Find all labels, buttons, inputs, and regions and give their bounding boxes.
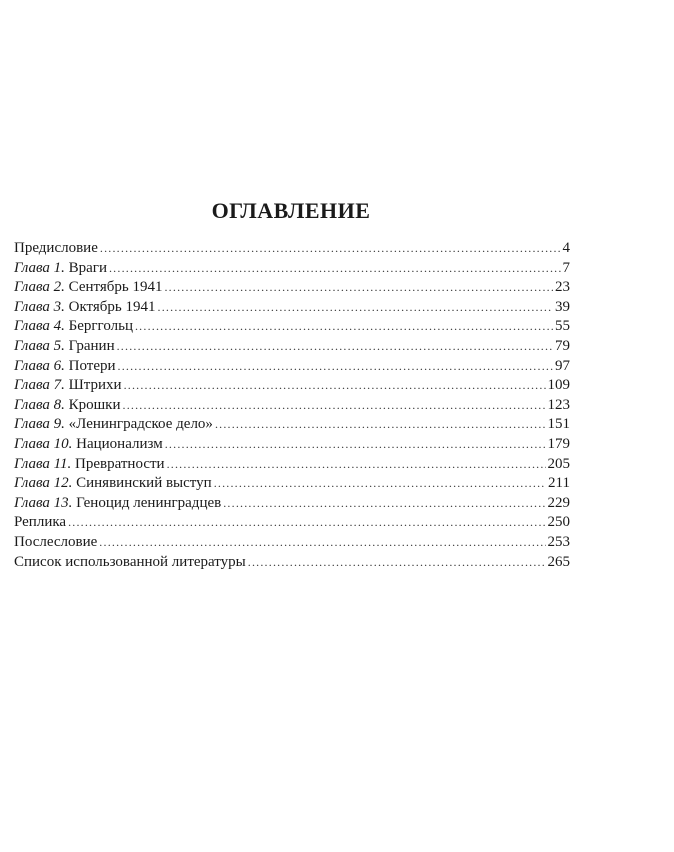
dot-leader: [109, 259, 561, 279]
toc-entry[interactable]: [14, 239, 570, 259]
toc-entry-title: Враги: [68, 259, 107, 276]
toc-entry[interactable]: [14, 415, 570, 435]
toc-chapter-number: Глава 8.: [14, 396, 65, 413]
toc-entry[interactable]: [14, 553, 570, 573]
toc-page-number: 123: [547, 396, 570, 413]
dot-leader: [100, 239, 561, 259]
toc-entry-title: Потери: [68, 357, 116, 374]
toc-chapter-number: Глава 9.: [14, 416, 65, 433]
toc-chapter-number: Глава 10.: [14, 435, 73, 452]
dot-leader: [124, 376, 546, 396]
toc-entry-label: [14, 357, 116, 377]
toc-entry-label: [14, 553, 246, 573]
dot-leader: [214, 474, 546, 494]
toc-chapter-number: Глава 6.: [14, 357, 65, 374]
toc-entry-title: Список использованной литературы: [14, 553, 246, 570]
toc-page-number: 205: [547, 455, 570, 472]
toc-entry-label: [14, 415, 213, 435]
toc-entry-title: Синявинский выступ: [76, 475, 212, 492]
toc-entry-title: Штрихи: [68, 377, 122, 394]
toc-chapter-number: Глава 1.: [14, 259, 65, 276]
toc-entry-label: [14, 337, 115, 357]
toc-entry-label: [14, 513, 66, 533]
toc-entry-title: Реплика: [14, 514, 67, 531]
toc-entry[interactable]: [14, 259, 570, 279]
toc-entry-title: Предисловие: [14, 240, 98, 256]
dot-leader: [165, 435, 546, 455]
toc-entry[interactable]: [14, 513, 570, 533]
toc-page-number: 211: [548, 475, 570, 492]
toc-page-number: 151: [547, 416, 570, 433]
toc-page-number: 7: [562, 259, 570, 276]
toc-entry[interactable]: [14, 474, 570, 494]
toc-entry-title: Послесловие: [14, 533, 98, 550]
toc-entry-label: [14, 396, 121, 416]
toc-entry-label: [14, 376, 122, 396]
toc-entry[interactable]: [14, 337, 570, 357]
toc-entry-label: [14, 298, 156, 318]
toc-entry[interactable]: [14, 357, 570, 377]
toc-entry-title: Октябрь 1941: [68, 298, 156, 315]
toc-entry-title: «Ленинградское дело»: [68, 416, 213, 433]
toc-entry[interactable]: [14, 435, 570, 455]
dot-leader: [118, 357, 554, 377]
toc-entry-label: [14, 317, 133, 337]
toc-entry[interactable]: [14, 317, 570, 337]
toc-entry-label: [14, 455, 165, 475]
dot-leader: [248, 553, 546, 573]
toc-chapter-number: Глава 13.: [14, 494, 73, 511]
toc-entry-label: [14, 474, 212, 494]
toc-chapter-number: Глава 2.: [14, 279, 65, 296]
dot-leader: [164, 278, 553, 298]
toc-chapter-number: Глава 11.: [14, 455, 72, 472]
toc-entry-label: [14, 494, 221, 514]
dot-leader: [99, 533, 545, 553]
dot-leader: [117, 337, 553, 357]
dot-leader: [223, 494, 545, 514]
toc-entry-label: [14, 278, 162, 298]
toc-entry[interactable]: [14, 396, 570, 416]
dot-leader: [135, 317, 553, 337]
toc-page-number: 250: [547, 514, 570, 531]
toc-chapter-number: Глава 12.: [14, 475, 73, 492]
toc-chapter-number: Глава 5.: [14, 337, 65, 354]
toc-page-number: 253: [547, 533, 570, 550]
toc-entry-label: [14, 435, 163, 455]
toc-entry-label: [14, 239, 98, 259]
toc-page-number: 23: [555, 279, 570, 296]
toc-entry-title: Национализм: [76, 435, 163, 452]
table-of-contents: [14, 239, 570, 572]
toc-entry-title: Берггольц: [68, 318, 133, 335]
toc-entry[interactable]: [14, 494, 570, 514]
dot-leader: [167, 455, 546, 475]
dot-leader: [68, 513, 545, 533]
toc-entry[interactable]: [14, 376, 570, 396]
toc-chapter-number: Глава 7.: [14, 377, 65, 394]
toc-entry-title: Превратности: [75, 455, 165, 472]
page-title: ОГЛАВЛЕНИЕ: [211, 198, 371, 223]
toc-page-number: 229: [547, 494, 570, 511]
toc-page-number: 265: [547, 553, 570, 570]
toc-entry[interactable]: [14, 278, 570, 298]
toc-entry-label: [14, 259, 107, 279]
toc-page-number: 4: [562, 240, 570, 256]
toc-page-number: 97: [555, 357, 570, 374]
toc-entry[interactable]: [14, 455, 570, 475]
dot-leader: [158, 298, 553, 318]
toc-entry-title: Геноцид ленинградцев: [76, 494, 222, 511]
toc-page-number: 39: [555, 298, 570, 315]
dot-leader: [215, 415, 546, 435]
toc-chapter-number: Глава 3.: [14, 298, 65, 315]
toc-entry[interactable]: [14, 533, 570, 553]
toc-page-number: 179: [547, 435, 570, 452]
toc-page-number: 79: [555, 337, 570, 354]
dot-leader: [123, 396, 546, 416]
toc-page-number: 55: [555, 318, 570, 335]
toc-entry-title: Гранин: [68, 337, 115, 354]
toc-entry[interactable]: [14, 298, 570, 318]
toc-chapter-number: Глава 4.: [14, 318, 65, 335]
toc-entry-title: Сентябрь 1941: [68, 279, 163, 296]
toc-entry-label: [14, 533, 97, 553]
toc-entry-title: Крошки: [68, 396, 121, 413]
toc-page-number: 109: [547, 377, 570, 394]
